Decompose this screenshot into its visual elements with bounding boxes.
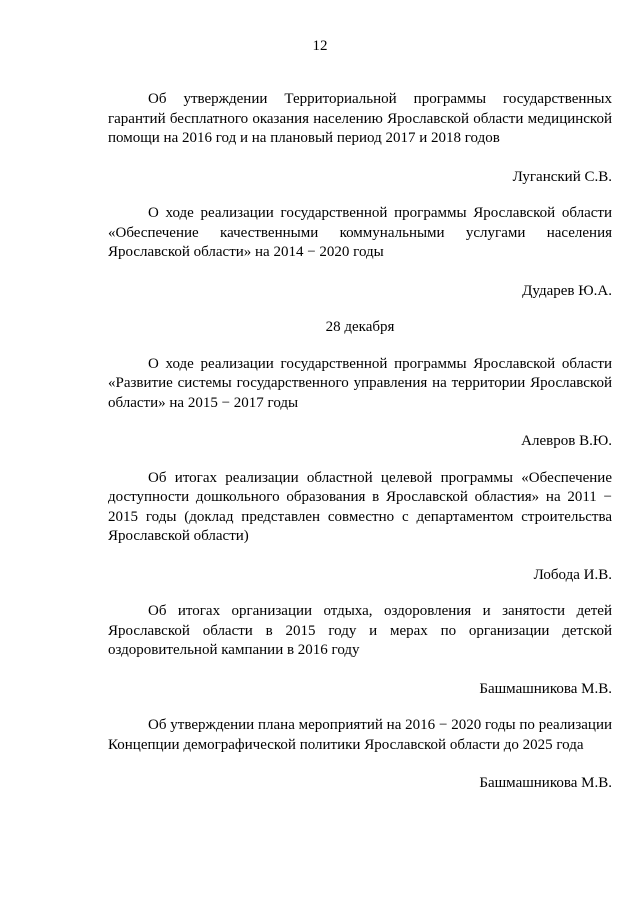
agenda-item-speaker: Башмашникова М.В. xyxy=(479,680,612,697)
agenda-item-text: Об утверждении плана мероприятий на 2016 − 2020 годы по реализации Концепции демографической политики Ярославской области до 2025 года xyxy=(108,717,612,753)
agenda-item-speaker: Луганский С.В. xyxy=(512,168,612,185)
page-number: 12 xyxy=(312,38,328,54)
agenda-item-speaker: Алевров В.Ю. xyxy=(521,433,612,449)
agenda-item-text: О ходе реализации государственной программы Ярославской области «Обеспечение качественными коммунальными услугами населения Ярославской области» на 2014 − 2020 годы xyxy=(108,205,612,260)
agenda-content xyxy=(108,90,612,794)
agenda-item-text: Об итогах организации отдыха, оздоровления и занятости детей Ярославской области в 2015 году и мерах по организации детской оздоровительной кампании в 2016 году xyxy=(108,603,612,658)
agenda-item-speaker: Башмашникова М.В. xyxy=(479,775,612,791)
agenda-item-text: Об утверждении Территориальной программы государственных гарантий бесплатного оказания населению Ярославской области медицинской помощи на 2016 год и на плановый период 2017 и 2018 годов xyxy=(108,91,612,146)
agenda-item-text: О ходе реализации государственной программы Ярославской области «Развитие системы государственного управления на территории Ярославской области» на 2015 − 2017 годы xyxy=(108,355,612,411)
date-heading: 28 декабря xyxy=(325,319,395,335)
agenda-item-text: Об итогах реализации областной целевой программы «Обеспечение доступности дошкольного образования в Ярославской областия» на 2011 − 2015 годы (доклад представлен совместно с департаментом строительства Ярославской области) xyxy=(108,469,612,544)
agenda-item-speaker: Лобода И.В. xyxy=(533,566,612,583)
agenda-item-speaker: Дударев Ю.А. xyxy=(522,282,612,299)
